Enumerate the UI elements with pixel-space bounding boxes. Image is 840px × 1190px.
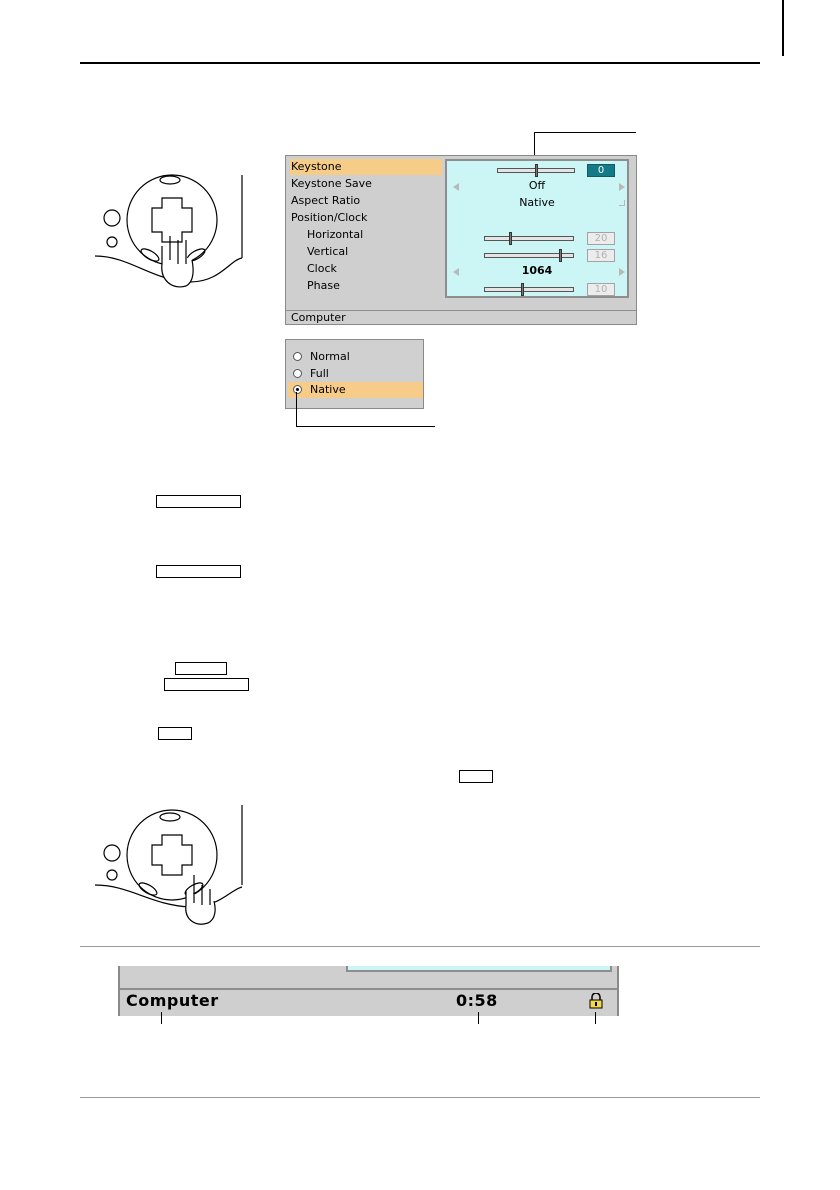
status-timer: 0:58 [456, 991, 498, 1010]
keystone-save-value: Off [528, 179, 546, 192]
radio-icon[interactable] [293, 369, 302, 378]
phase-slider-knob[interactable] [521, 283, 524, 296]
horizontal-value: 20 [587, 232, 615, 245]
aspect-option-native[interactable] [288, 382, 423, 398]
power-on-button-icon [104, 845, 120, 861]
aspect-option-full[interactable] [288, 366, 423, 382]
key-label-box [156, 565, 241, 578]
popup-callout-line [296, 426, 435, 427]
radio-icon[interactable] [293, 352, 302, 361]
menu-values-panel [445, 159, 629, 298]
menu-item-clock[interactable]: Clock [307, 262, 337, 275]
phase-slider[interactable] [484, 287, 574, 292]
callout-line-1 [534, 132, 636, 133]
enter-return-icon [619, 200, 625, 206]
key-label-box [459, 770, 493, 783]
aspect-ratio-popup [285, 339, 424, 409]
power-on-button-icon [104, 210, 120, 226]
status-bar-separator [120, 988, 617, 990]
enter-button-icon [139, 247, 160, 264]
status-bar-enlarged [118, 966, 619, 1016]
callout-tick-lock [595, 1012, 596, 1024]
power-off-button-icon [107, 870, 117, 880]
key-label-box [156, 495, 241, 508]
power-off-button-icon [107, 237, 117, 247]
aspect-option-label: Native [310, 383, 346, 396]
phase-value: 10 [587, 283, 615, 296]
radio-selected-icon[interactable] [293, 385, 302, 394]
keystone-slider-knob[interactable] [535, 164, 538, 177]
menu-item-horizontal[interactable]: Horizontal [307, 228, 364, 241]
menu-item-phase[interactable]: Phase [307, 279, 340, 292]
menu-item-keystone-save[interactable]: Keystone Save [291, 177, 372, 190]
remote-control-illustration-top [90, 170, 250, 300]
menu-button-icon [160, 813, 180, 821]
key-label-box [164, 678, 249, 691]
section-divider-top [80, 946, 760, 947]
menu-status-bar: Computer [286, 310, 636, 324]
menu-item-position-clock[interactable]: Position/Clock [291, 211, 368, 224]
pointing-hand-icon [162, 236, 193, 287]
vertical-value: 16 [587, 249, 615, 262]
lock-icon [589, 993, 603, 1009]
menu-item-aspect-ratio[interactable]: Aspect Ratio [291, 194, 361, 207]
callout-tick-timer [478, 1012, 479, 1024]
section-divider-bottom [80, 1097, 760, 1098]
key-label-box [158, 727, 192, 740]
left-arrow-icon[interactable] [453, 268, 459, 276]
right-arrow-icon[interactable] [619, 183, 625, 191]
header-rule [80, 62, 760, 64]
page-edge-tab [782, 0, 784, 56]
aspect-option-label: Normal [310, 350, 350, 363]
menu-item-vertical[interactable]: Vertical [307, 245, 349, 258]
menu-button-icon [160, 176, 180, 184]
adjust-menu-panel [285, 155, 637, 325]
aspect-ratio-value: Native [519, 196, 555, 209]
callout-tick-source [161, 1012, 162, 1024]
value-panel-edge [346, 966, 612, 972]
keystone-value: 0 [587, 164, 615, 177]
remote-control-illustration-bottom [90, 805, 250, 930]
horizontal-slider-knob[interactable] [509, 232, 512, 245]
clock-value: 1064 [521, 264, 553, 277]
menu-item-keystone[interactable]: Keystone [290, 159, 442, 175]
aspect-option-normal[interactable] [288, 349, 423, 365]
left-arrow-icon[interactable] [453, 183, 459, 191]
right-arrow-icon[interactable] [619, 268, 625, 276]
horizontal-slider[interactable] [484, 236, 574, 241]
status-source: Computer [126, 991, 219, 1010]
popup-callout-drop [296, 392, 297, 426]
vertical-slider-knob[interactable] [559, 249, 562, 262]
key-label-box [175, 662, 227, 675]
aspect-option-label: Full [310, 367, 329, 380]
